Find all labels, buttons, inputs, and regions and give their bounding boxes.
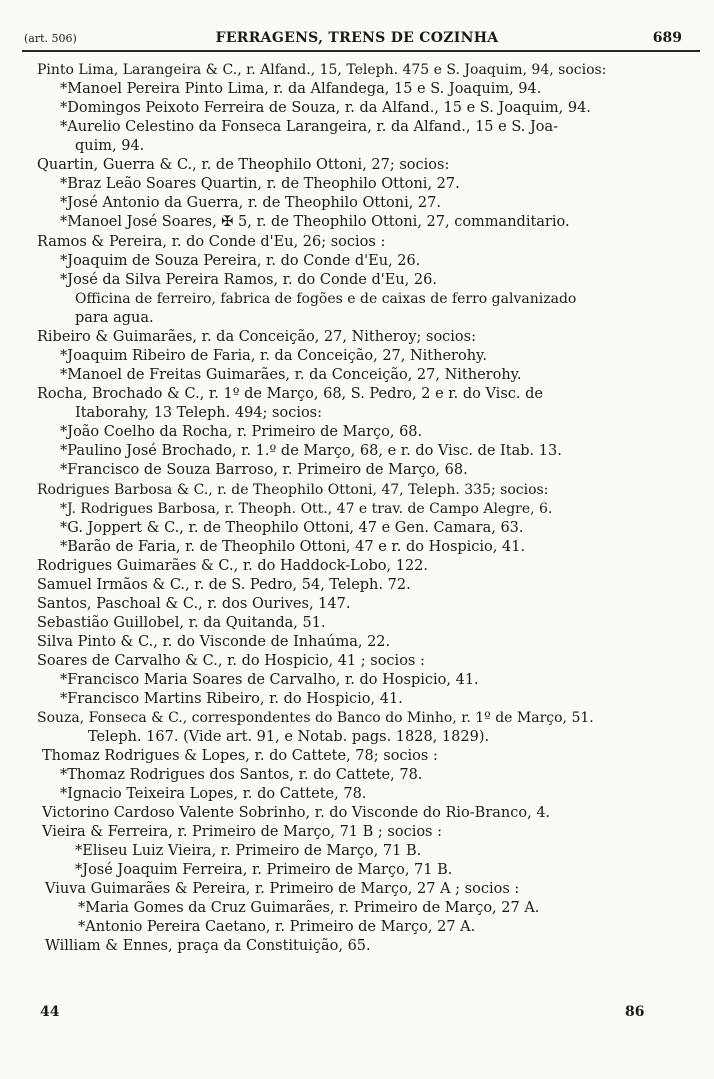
entry-line: *José Joaquim Ferreira, r. Primeiro de Março, 71 B. [75, 862, 453, 878]
entry-line: *Francisco Martins Ribeiro, r. do Hospicio, 41. [60, 691, 403, 707]
entry-line: *Manoel José Soares, ✠ 5, r. de Theophilo Ottoni, 27, commanditario. [60, 214, 570, 230]
entry-line: Rodrigues Barbosa & C., r. de Theophilo Ottoni, 47, Teleph. 335; socios: [37, 482, 549, 498]
entry-line: *Manoel Pereira Pinto Lima, r. da Alfandega, 15 e S. Joaquim, 94. [60, 81, 542, 97]
entry-line: Pinto Lima, Larangeira & C., r. Alfand., 15, Teleph. 475 e S. Joaquim, 94, socios: [37, 62, 607, 78]
signature-mark: 44 [40, 1004, 60, 1020]
entry-line: *Manoel de Freitas Guimarães, r. da Conceição, 27, Nitherohy. [60, 367, 522, 383]
entry-line: Soares de Carvalho & C., r. do Hospicio, 41 ; socios : [37, 653, 425, 669]
entry-line: *Aurelio Celestino da Fonseca Larangeira, r. da Alfand., 15 e S. Joa- [60, 119, 559, 135]
entry-line: William & Ennes, praça da Constituição, 65. [45, 938, 371, 954]
entry-line: *Ignacio Teixeira Lopes, r. do Cattete, 78. [60, 786, 367, 802]
entry-line: *João Coelho da Rocha, r. Primeiro de Março, 68. [60, 424, 423, 440]
entry-line: Quartin, Guerra & C., r. de Theophilo Ottoni, 27; socios: [37, 157, 450, 173]
entry-line: Santos, Paschoal & C., r. dos Ourives, 147. [37, 596, 351, 612]
entry-line: *Paulino José Brochado, r. 1.º de Março, 68, e r. do Visc. de Itab. 13. [60, 443, 562, 459]
entry-line: Ramos & Pereira, r. do Conde d'Eu, 26; socios : [37, 234, 386, 250]
entry-line: Thomaz Rodrigues & Lopes, r. do Cattete, 78; socios : [42, 748, 438, 764]
entry-line: *J. Rodrigues Barbosa, r. Theoph. Ott., 47 e trav. de Campo Alegre, 6. [60, 501, 553, 517]
footer-page-number: 86 [625, 1004, 645, 1020]
entry-line: Itaborahy, 13 Teleph. 494; socios: [75, 405, 323, 421]
entry-line: *Joaquim de Souza Pereira, r. do Conde d'Eu, 26. [60, 253, 421, 269]
entry-line: *José da Silva Pereira Ramos, r. do Conde d'Eu, 26. [60, 272, 437, 288]
entry-line: Souza, Fonseca & C., correspondentes do Banco do Minho, r. 1º de Março, 51. [37, 710, 594, 726]
section-title: FERRAGENS, TRENS DE COZINHA [215, 30, 499, 46]
article-reference: (art. 506) [24, 32, 77, 45]
entry-line: Sebastião Guillobel, r. da Quitanda, 51. [37, 615, 326, 631]
entry-line: Victorino Cardoso Valente Sobrinho, r. do Visconde do Rio-Branco, 4. [42, 805, 551, 821]
entry-line: *Barão de Faria, r. de Theophilo Ottoni, 47 e r. do Hospicio, 41. [60, 539, 526, 555]
entry-line: Officina de ferreiro, fabrica de fogões e de caixas de ferro galvanizado [75, 291, 577, 307]
entry-line: *Maria Gomes da Cruz Guimarães, r. Primeiro de Março, 27 A. [78, 900, 540, 916]
entry-line: Vieira & Ferreira, r. Primeiro de Março, 71 B ; socios : [42, 824, 442, 840]
entry-line: *José Antonio da Guerra, r. de Theophilo Ottoni, 27. [60, 195, 441, 211]
entry-line: *Braz Leão Soares Quartin, r. de Theophilo Ottoni, 27. [60, 176, 460, 192]
entry-line: Rodrigues Guimarães & C., r. do Haddock-Lobo, 122. [37, 558, 429, 574]
header-rule [22, 50, 700, 52]
entry-line: quim, 94. [75, 138, 145, 154]
entry-line: *G. Joppert & C., r. de Theophilo Ottoni, 47 e Gen. Camara, 63. [60, 520, 524, 536]
page-header [14, 28, 700, 48]
entry-line: *Eliseu Luiz Vieira, r. Primeiro de Março, 71 B. [75, 843, 422, 859]
entry-line: *Domingos Peixoto Ferreira de Souza, r. da Alfand., 15 e S. Joaquim, 94. [60, 100, 591, 116]
entry-line: *Francisco de Souza Barroso, r. Primeiro de Março, 68. [60, 462, 468, 478]
entry-line: Rocha, Brochado & C., r. 1º de Março, 68, S. Pedro, 2 e r. do Visc. de [37, 386, 543, 402]
entry-line: *Francisco Maria Soares de Carvalho, r. do Hospicio, 41. [60, 672, 479, 688]
entry-line: Samuel Irmãos & C., r. de S. Pedro, 54, Teleph. 72. [37, 577, 411, 593]
entry-line: *Antonio Pereira Caetano, r. Primeiro de Março, 27 A. [78, 919, 476, 935]
entry-line: *Joaquim Ribeiro de Faria, r. da Conceição, 27, Nitherohy. [60, 348, 487, 364]
header-page-number: 689 [652, 30, 682, 46]
entry-line: *Thomaz Rodrigues dos Santos, r. do Cattete, 78. [60, 767, 423, 783]
entry-line: Teleph. 167. (Vide art. 91, e Notab. pags. 1828, 1829). [88, 729, 490, 745]
entry-line: Silva Pinto & C., r. do Visconde de Inhaúma, 22. [37, 634, 391, 650]
entry-line: para agua. [75, 310, 154, 326]
entry-line: Ribeiro & Guimarães, r. da Conceição, 27, Nitheroy; socios: [37, 329, 476, 345]
entry-line: Viuva Guimarães & Pereira, r. Primeiro de Março, 27 A ; socios : [45, 881, 520, 897]
